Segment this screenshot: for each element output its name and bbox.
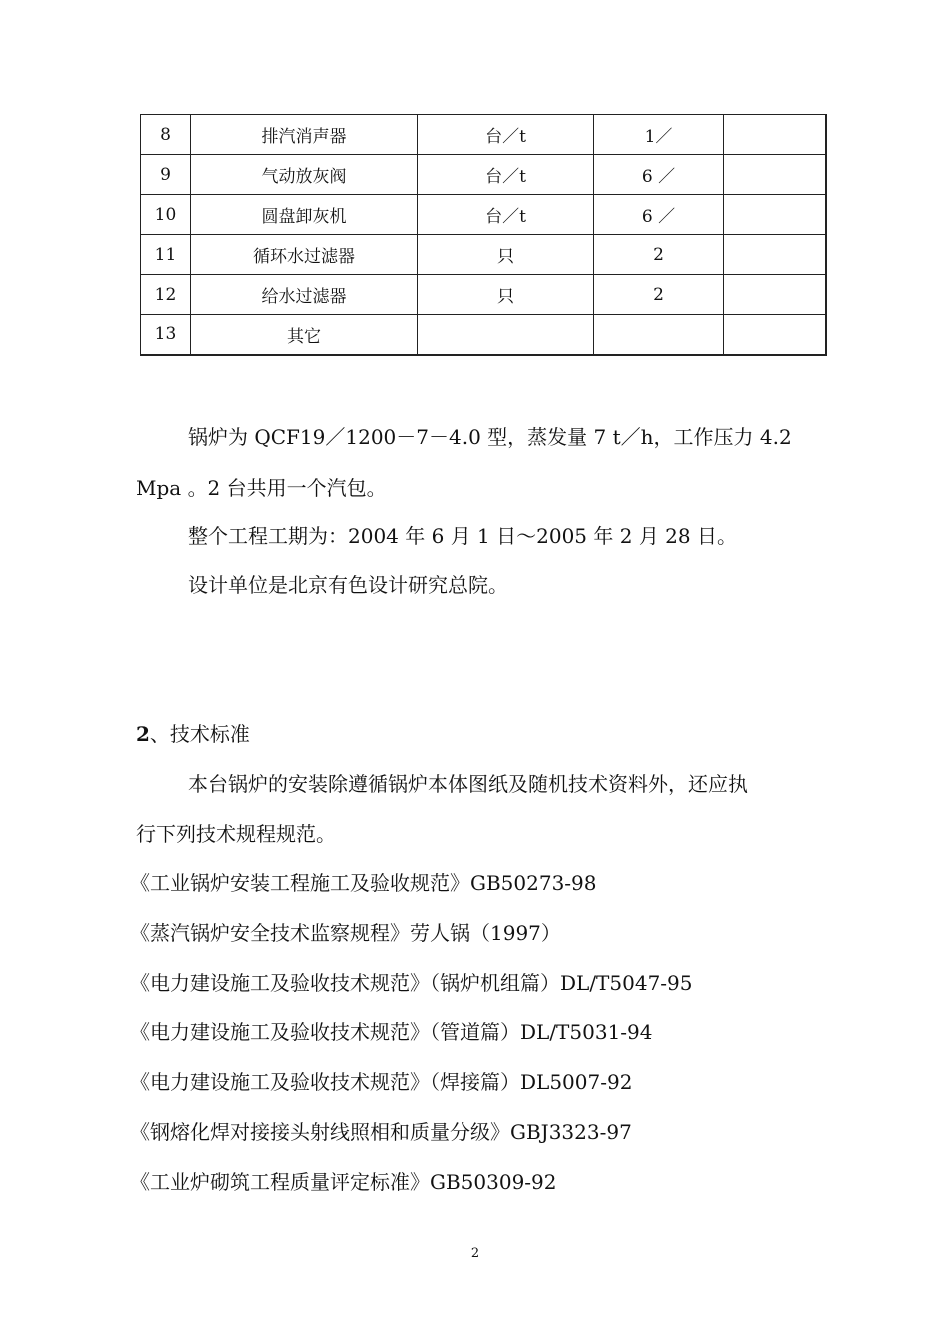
standard-item: 《电力建设施工及验收技术规范》（管道篇）DL/T5031-94 xyxy=(130,1020,653,1044)
section-title: 、技术标准 xyxy=(149,722,250,746)
table-cell: 只 xyxy=(418,275,594,315)
table-row xyxy=(141,155,826,195)
table-cell xyxy=(594,315,724,355)
schedule-paragraph: 整个工程工期为：2004 年 6 月 1 日～2005 年 2 月 28 日。 xyxy=(188,524,737,548)
table-cell: 2 xyxy=(594,235,724,275)
section-number: 2 xyxy=(136,722,150,746)
standard-item: 《工业锅炉安装工程施工及验收规范》GB50273-98 xyxy=(130,871,597,895)
standard-item: 《电力建设施工及验收技术规范》（锅炉机组篇）DL/T5047-95 xyxy=(130,971,693,995)
table-cell: 2 xyxy=(594,275,724,315)
intro-paragraph-line1: 本台锅炉的安装除遵循锅炉本体图纸及随机技术资料外，还应执 xyxy=(188,772,748,796)
table-cell xyxy=(724,155,826,195)
table-cell: 台／t xyxy=(418,195,594,235)
table-cell: 只 xyxy=(418,235,594,275)
table-cell: 其它 xyxy=(191,315,418,355)
table-cell xyxy=(724,235,826,275)
table-cell: 给水过滤器 xyxy=(191,275,418,315)
table-cell: 1／ xyxy=(594,115,724,155)
table-cell: 台／t xyxy=(418,115,594,155)
table-cell: 9 xyxy=(141,155,191,195)
table-cell: 6 ／ xyxy=(594,155,724,195)
table-cell xyxy=(418,315,594,355)
equipment-table xyxy=(140,114,827,356)
table-cell xyxy=(724,195,826,235)
table-row xyxy=(141,115,826,155)
table-cell: 11 xyxy=(141,235,191,275)
table-cell: 循环水过滤器 xyxy=(191,235,418,275)
table-cell: 气动放灰阀 xyxy=(191,155,418,195)
table-cell: 圆盘卸灰机 xyxy=(191,195,418,235)
table-cell: 13 xyxy=(141,315,191,355)
standard-item: 《电力建设施工及验收技术规范》（焊接篇）DL5007-92 xyxy=(130,1070,633,1094)
table-cell: 台／t xyxy=(418,155,594,195)
standard-item: 《蒸汽锅炉安全技术监察规程》劳人锅（1997） xyxy=(130,921,561,945)
boiler-paragraph-line2: Mpa 。2 台共用一个汽包。 xyxy=(136,476,387,500)
page-number: 2 xyxy=(470,1246,480,1261)
table-cell: 排汽消声器 xyxy=(191,115,418,155)
table-cell: 8 xyxy=(141,115,191,155)
standard-item: 《钢熔化焊对接接头射线照相和质量分级》GBJ3323-97 xyxy=(130,1120,632,1144)
table-cell: 10 xyxy=(141,195,191,235)
standard-item: 《工业炉砌筑工程质量评定标准》GB50309-92 xyxy=(130,1170,557,1194)
table-row xyxy=(141,195,826,235)
designer-paragraph: 设计单位是北京有色设计研究总院。 xyxy=(188,573,508,597)
table-row xyxy=(141,235,826,275)
table-row xyxy=(141,275,826,315)
table-cell: 12 xyxy=(141,275,191,315)
table-cell xyxy=(724,115,826,155)
intro-paragraph-line2: 行下列技术规程规范。 xyxy=(136,822,336,846)
table-cell xyxy=(724,315,826,355)
boiler-paragraph-line1: 锅炉为 QCF19／1200－7－4.0 型，蒸发量 7 t／h，工作压力 4.2 xyxy=(188,425,792,449)
table-row xyxy=(141,315,826,355)
table-cell: 6 ／ xyxy=(594,195,724,235)
table-cell xyxy=(724,275,826,315)
section-heading xyxy=(136,722,250,746)
